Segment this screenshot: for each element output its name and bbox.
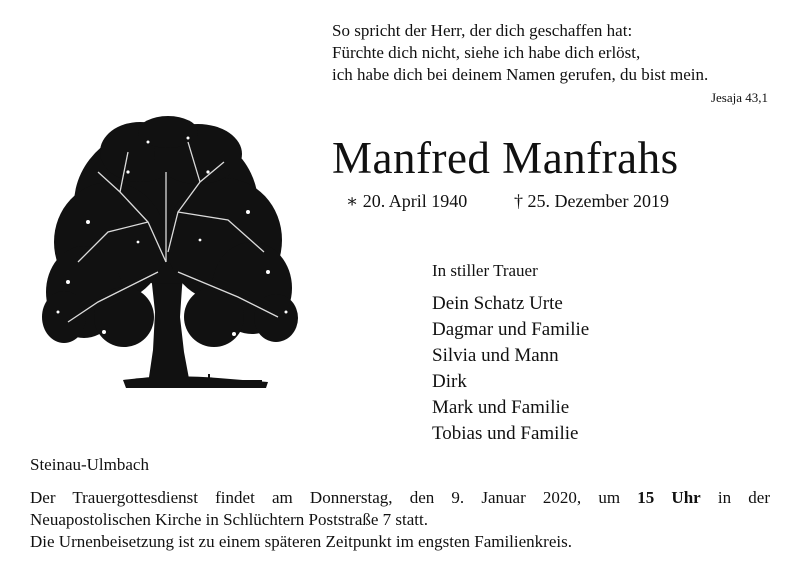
life-dates [346,191,669,212]
verse-line-1: So spricht der Herr, der dich geschaffen hat: [332,21,633,40]
mourning-intro: In stiller Trauer [432,261,538,280]
place-name: Steinau-Ulmbach [30,455,149,474]
notice-line-1 [30,487,770,509]
tree-illustration [28,112,303,397]
ground [123,374,268,388]
notice-line-1-start: Der Trauergottesdienst findet am Donnerstag, den 9. Januar 2020, um [30,488,638,507]
list-item: Silvia und Mann [432,345,559,366]
birth-date: ∗ 20. April 1940 [346,191,468,211]
verse-line-2: Fürchte dich nicht, siehe ich habe dich erlöst, [332,43,641,62]
verse-line-3: ich habe dich bei deinem Namen gerufen, du bist mein. [332,65,709,84]
list-item: Mark und Familie [432,397,570,418]
list-item: Dagmar und Familie [432,319,590,340]
service-time: 15 Uhr [637,488,701,507]
death-date: † 25. Dezember 2019 [514,191,669,211]
list-item: Dein Schatz Urte [432,293,563,314]
notice-line-2: Neuapostolischen Kirche in Schlüchtern Poststraße 7 statt. [30,510,428,529]
verse-reference: Jesaja 43,1 [710,90,768,105]
list-item: Dirk [432,371,467,392]
notice-line-3: Die Urnenbeisetzung ist zu einem späteren Zeitpunkt im engsten Familienkreis. [30,532,572,551]
deceased-name: Manfred Manfrahs [332,133,679,183]
notice-line-1-end: in der [700,488,771,507]
list-item: Tobias und Familie [432,423,579,444]
funeral-notice [30,487,770,553]
bible-verse [332,20,772,86]
mourner-list [432,291,589,447]
